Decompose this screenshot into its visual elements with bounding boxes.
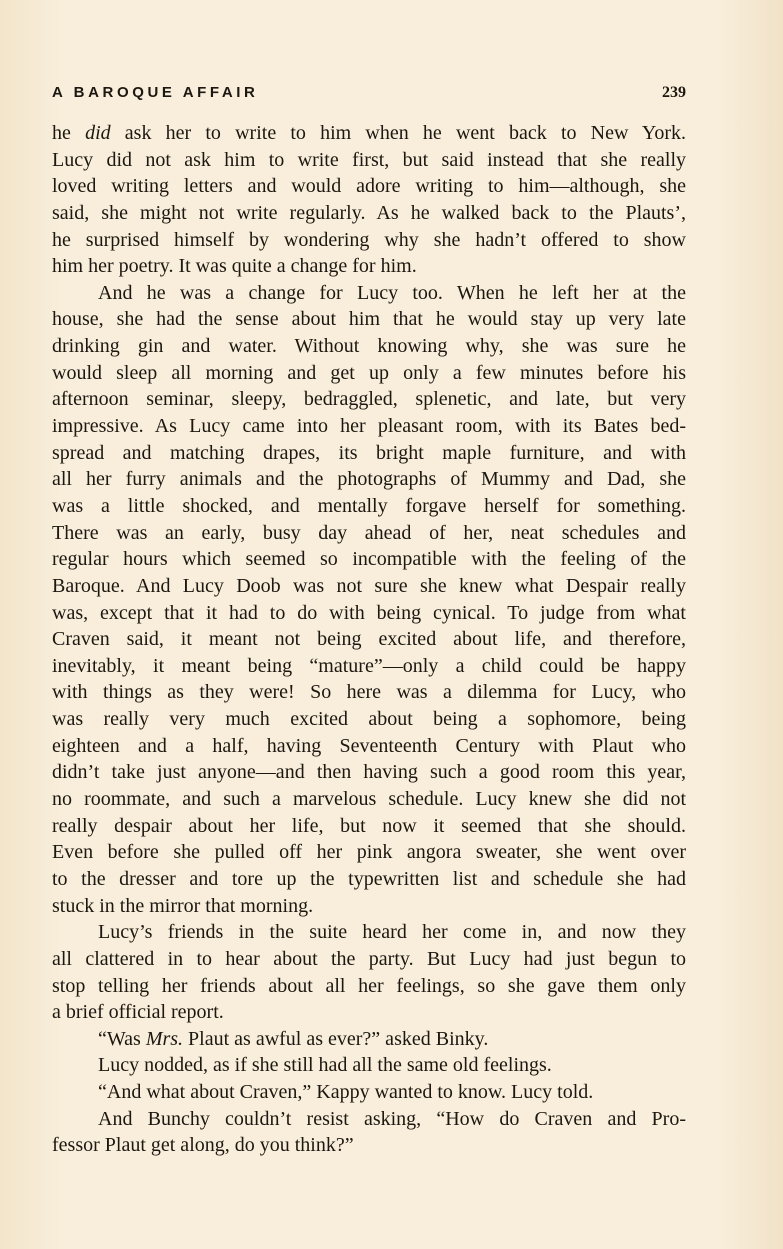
text-line: drinking gin and water. Without knowing why, she was sure he — [52, 335, 686, 358]
text-line: And Bunchy couldn’t resist asking, “How do Craven and Pro- — [98, 1107, 686, 1130]
text-line: would sleep all morning and get up only a few minutes before his — [52, 361, 686, 384]
text-line: spread and matching drapes, its bright maple furniture, and with — [52, 441, 686, 464]
body-text — [52, 120, 686, 1159]
text-line: a brief official report. — [52, 1001, 224, 1024]
text-line: impressive. As Lucy came into her pleasant room, with its Bates bed- — [52, 415, 686, 438]
text-line: house, she had the sense about him that he would stay up very late — [52, 308, 686, 331]
text-line: Lucy nodded, as if she still had all the same old feelings. — [98, 1054, 552, 1077]
text-line: with things as they were! So here was a dilemma for Lucy, who — [52, 681, 686, 704]
text-line: regular hours which seemed so incompatible with the feeling of the — [52, 548, 686, 571]
text-line: “And what about Craven,” Kappy wanted to know. Lucy told. — [98, 1081, 594, 1104]
text-line: There was an early, busy day ahead of her, neat schedules and — [52, 521, 686, 544]
text-line: And he was a change for Lucy too. When he left her at the — [98, 281, 686, 304]
text-line: to the dresser and tore up the typewritten list and schedule she had — [52, 867, 686, 890]
text-line: really despair about her life, but now it seemed that she should. — [52, 814, 686, 837]
text-line: stop telling her friends about all her feelings, so she gave them only — [52, 974, 686, 997]
text-line: afternoon seminar, sleepy, bedraggled, splenetic, and late, but very — [52, 388, 686, 411]
text-line: Baroque. And Lucy Doob was not sure she knew what Despair really — [52, 574, 686, 597]
text-line: Even before she pulled off her pink angora sweater, she went over — [52, 841, 686, 864]
text-line: said, she might not write regularly. As he walked back to the Plauts’, — [52, 201, 686, 224]
text-line: Craven said, it meant not being excited about life, and therefore, — [52, 628, 686, 651]
text-line: didn’t take just anyone—and then having such a good room this year, — [52, 761, 686, 784]
text-line: inevitably, it meant being “mature”—only a child could be happy — [52, 654, 686, 677]
text-line: eighteen and a half, having Seventeenth Century with Plaut who — [52, 734, 686, 757]
text-line: Lucy’s friends in the suite heard her come in, and now they — [98, 921, 686, 944]
text-line: he surprised himself by wondering why she hadn’t offered to show — [52, 228, 686, 251]
text-line: loved writing letters and would adore writing to him—although, she — [52, 175, 686, 198]
page-number: 239 — [662, 84, 686, 101]
text-line: Lucy did not ask him to write first, but said instead that she really — [52, 148, 686, 171]
text-line: him her poetry. It was quite a change for him. — [52, 255, 417, 278]
text-line: all clattered in to hear about the party. But Lucy had just begun to — [52, 947, 686, 970]
text-line: he did ask her to write to him when he went back to New York. — [52, 122, 686, 144]
text-line: was a little shocked, and mentally forgave herself for something. — [52, 494, 686, 517]
text-line: was really very much excited about being a sophomore, being — [52, 708, 686, 731]
text-line: stuck in the mirror that morning. — [52, 894, 314, 917]
running-head — [52, 84, 686, 108]
text-line: was, except that it had to do with being cynical. To judge from what — [52, 601, 686, 624]
text-line: all her furry animals and the photographs of Mummy and Dad, she — [52, 468, 686, 491]
running-title: A BAROQUE AFFAIR — [52, 84, 259, 101]
text-line: fessor Plaut get along, do you think?” — [52, 1134, 354, 1157]
text-line: no roommate, and such a marvelous schedule. Lucy knew she did not — [52, 788, 686, 811]
text-line: “Was Mrs. Plaut as awful as ever?” asked Binky. — [98, 1027, 489, 1050]
